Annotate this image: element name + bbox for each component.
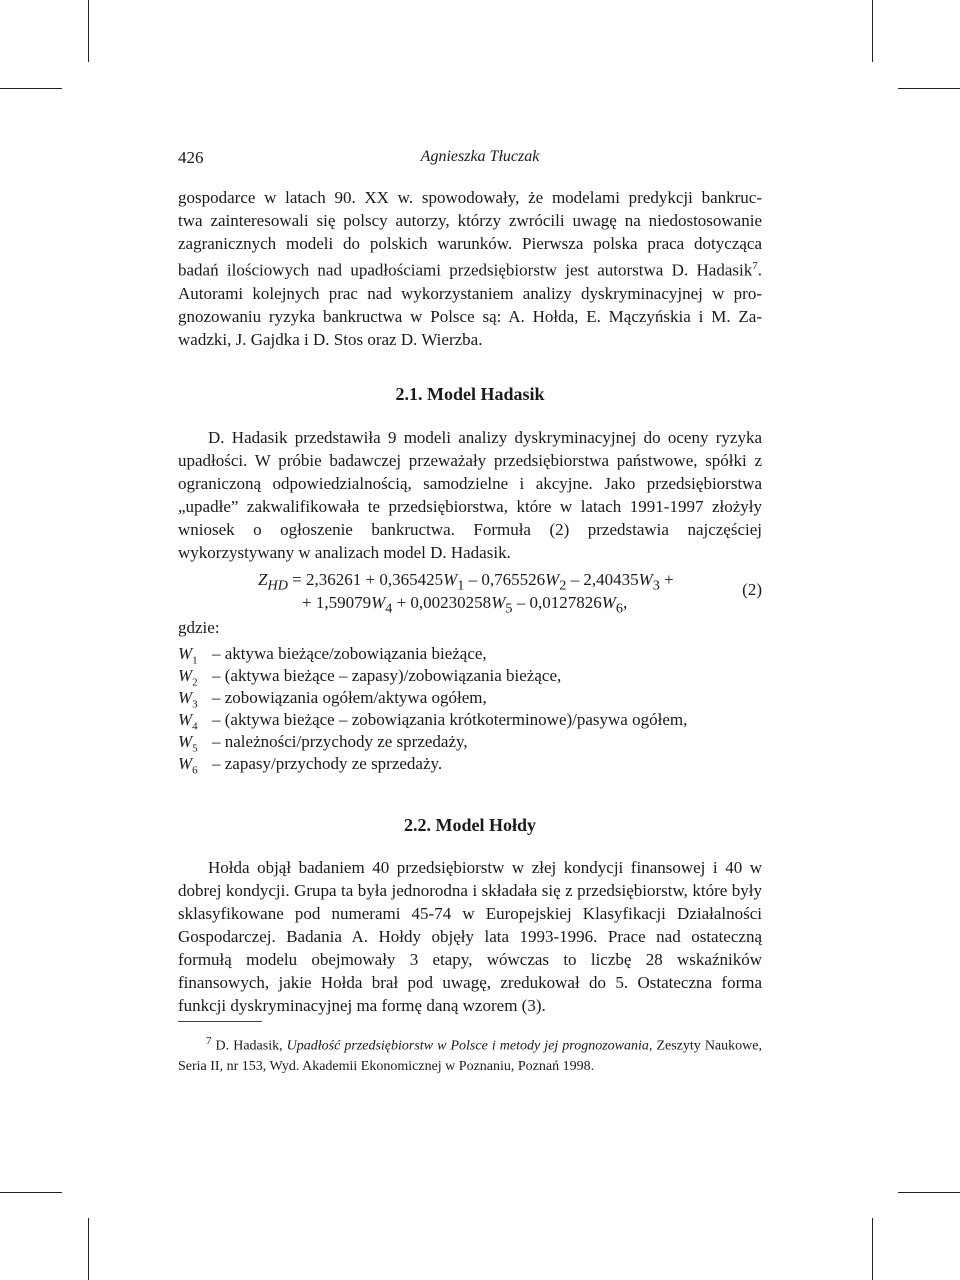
- crop-mark: [88, 0, 89, 62]
- section-paragraph: [178, 426, 762, 564]
- formula-symbol: W: [545, 570, 560, 589]
- formula-text: + 0,00230258: [392, 593, 492, 612]
- definition-row: [178, 643, 778, 665]
- where-label: gdzie:: [178, 618, 220, 637]
- paragraph-text: Hołda objął badaniem 40 przedsiębiorstw w złej kondycji finansowej i 40 w dobrej kondycji. Grupa ta była jednorodna i składała się z przedsiębiorstw, które były sklasyfikowane pod numerami 45-74 w Europejskiej Klasyfikacji Działalności Gospodarczej. Badania A. Hołdy objęły lata 1993-1996. Prace nad ostateczną formułą modelu obejmowały 3 etapy, wówczas to liczbę 28 wskaźników finansowych, jakie Hołda brał pod uwagę, zredukował do 5. Ostateczna forma funkcji dyskryminacyjnej ma formę daną wzorem (3).: [178, 858, 762, 1015]
- intro-line: zagranicznych modeli do polskich warunków. Pierwsza polska praca dotycząca: [178, 234, 762, 253]
- intro-text: badań ilościowych nad upadłościami przedsiębiorstw jest autorstwa D. Hadasik: [178, 260, 753, 280]
- formula-subscript: 6: [615, 600, 623, 617]
- formula-text: +: [659, 570, 674, 589]
- variable-symbol: $W_4$: [178, 710, 198, 733]
- formula-2: [178, 568, 762, 618]
- formula-subscript: HD: [267, 577, 288, 594]
- definition-row: [178, 665, 778, 687]
- intro-paragraph: [178, 186, 762, 351]
- intro-line: Autorami kolejnych prac nad wykorzystaniem analizy dyskryminacyjnej w pro-: [178, 283, 762, 303]
- definition-row: [178, 731, 778, 753]
- formula-symbol: Z: [258, 570, 268, 589]
- definition-row: [178, 687, 778, 709]
- formula-text: – 2,40435: [566, 570, 639, 589]
- footnote-ref: 7: [752, 260, 758, 272]
- paragraph-text: D. Hadasik przedstawiła 9 modeli analizy dyskryminacyjnej do oceny ryzyka upadłości. W próbie badawczej przeważały przedsiębiorstwa państwowe, spółki z ograniczoną odpowiedzialnością, samodzielne i akcyjne. Jako przedsiębiorstwa „upadłe” zakwalifikowała te przedsiębiorstwa, które w latach 1991-1997 złożyły wniosek o ogłoszenie bankructwa. Formuła (2) przedstawia najczęściej wykorzystywany w analizach model D. Hadasik.: [178, 428, 762, 562]
- section-heading: 2.1. Model Hadasik: [395, 384, 545, 404]
- intro-line: twa zainteresowali się polscy autorzy, którzy zwrócili uwagę na niedostosowanie: [178, 211, 762, 230]
- crop-mark: [898, 1192, 960, 1193]
- variable-symbol: $W_3$: [178, 688, 198, 711]
- variable-symbol: $W_6$: [178, 754, 198, 777]
- intro-line: gospodarce w latach 90. XX w. spowodowały, że modelami predykcji bankruc-: [178, 188, 762, 207]
- footnote-rest: , Zeszyty Naukowe, Seria II, nr 153, Wyd. Akademii Ekonomicznej w Poznaniu, Poznań 1998.: [178, 1038, 762, 1074]
- footnote-text: [178, 1031, 762, 1077]
- formula-subscript: 2: [559, 577, 567, 594]
- page-number: 426: [178, 148, 204, 167]
- intro-text: .: [757, 260, 762, 280]
- formula-subscript: 5: [505, 600, 513, 617]
- formula-subscript: 3: [652, 577, 660, 594]
- formula-text: – 0,765526: [464, 570, 546, 589]
- variable-description: – zapasy/przychody ze sprzedaży.: [212, 754, 443, 773]
- formula-symbol: W: [371, 593, 386, 612]
- running-head-author: Agnieszka Tłuczak: [420, 148, 540, 165]
- variable-symbol: $W_5$: [178, 732, 198, 755]
- intro-line: gnozowaniu ryzyka bankructwa w Polsce są: A. Hołda, E. Mączyńskia i M. Za-: [178, 306, 762, 326]
- formula-text: ,: [622, 593, 628, 612]
- variable-description: – (aktywa bieżące – zobowiązania krótkoterminowe)/pasywa ogółem,: [212, 710, 688, 729]
- crop-mark: [872, 1218, 873, 1280]
- crop-mark: [872, 0, 873, 62]
- variable-description: – zobowiązania ogółem/aktywa ogółem,: [212, 688, 487, 707]
- footnote-mark: 7: [206, 1035, 212, 1047]
- crop-mark: [0, 88, 62, 89]
- variable-symbol: $W_1$: [178, 644, 198, 667]
- section-heading: 2.2. Model Hołdy: [403, 815, 536, 835]
- formula-symbol: W: [443, 570, 458, 589]
- variable-description: – aktywa bieżące/zobowiązania bieżące,: [212, 644, 487, 663]
- formula-subscript: 4: [385, 600, 393, 617]
- formula-text: – 0,0127826: [512, 593, 602, 612]
- footnote-title: Upadłość przedsiębiorstw w Polsce i metody jej prognozowania: [286, 1038, 649, 1054]
- formula-subscript: 1: [457, 577, 465, 594]
- formula-symbol: W: [601, 593, 616, 612]
- formula-text: = 2,36261 + 0,365425: [292, 570, 444, 589]
- crop-mark: [0, 1192, 62, 1193]
- variable-definitions: [178, 643, 778, 775]
- footnote-separator: [178, 1021, 262, 1022]
- definition-row: [178, 753, 778, 775]
- formula-symbol: W: [491, 593, 506, 612]
- equation-number: (2): [742, 580, 762, 599]
- crop-mark: [898, 88, 960, 89]
- intro-line: [178, 255, 762, 282]
- crop-mark: [88, 1218, 89, 1280]
- variable-symbol: $W_2$: [178, 666, 198, 689]
- footnote: [178, 1031, 762, 1077]
- intro-line: wadzki, J. Gajdka i D. Stos oraz D. Wierzba.: [178, 329, 483, 349]
- formula-symbol: W: [638, 570, 653, 589]
- formula-line-2: [302, 591, 627, 620]
- definition-row: [178, 709, 778, 731]
- variable-description: – należności/przychody ze sprzedaży,: [212, 732, 468, 751]
- footnote-author: D. Hadasik,: [211, 1038, 287, 1054]
- variable-description: – (aktywa bieżące – zapasy)/zobowiązania bieżące,: [212, 666, 562, 685]
- section-paragraph: [178, 856, 762, 1017]
- formula-text: + 1,59079: [302, 593, 372, 612]
